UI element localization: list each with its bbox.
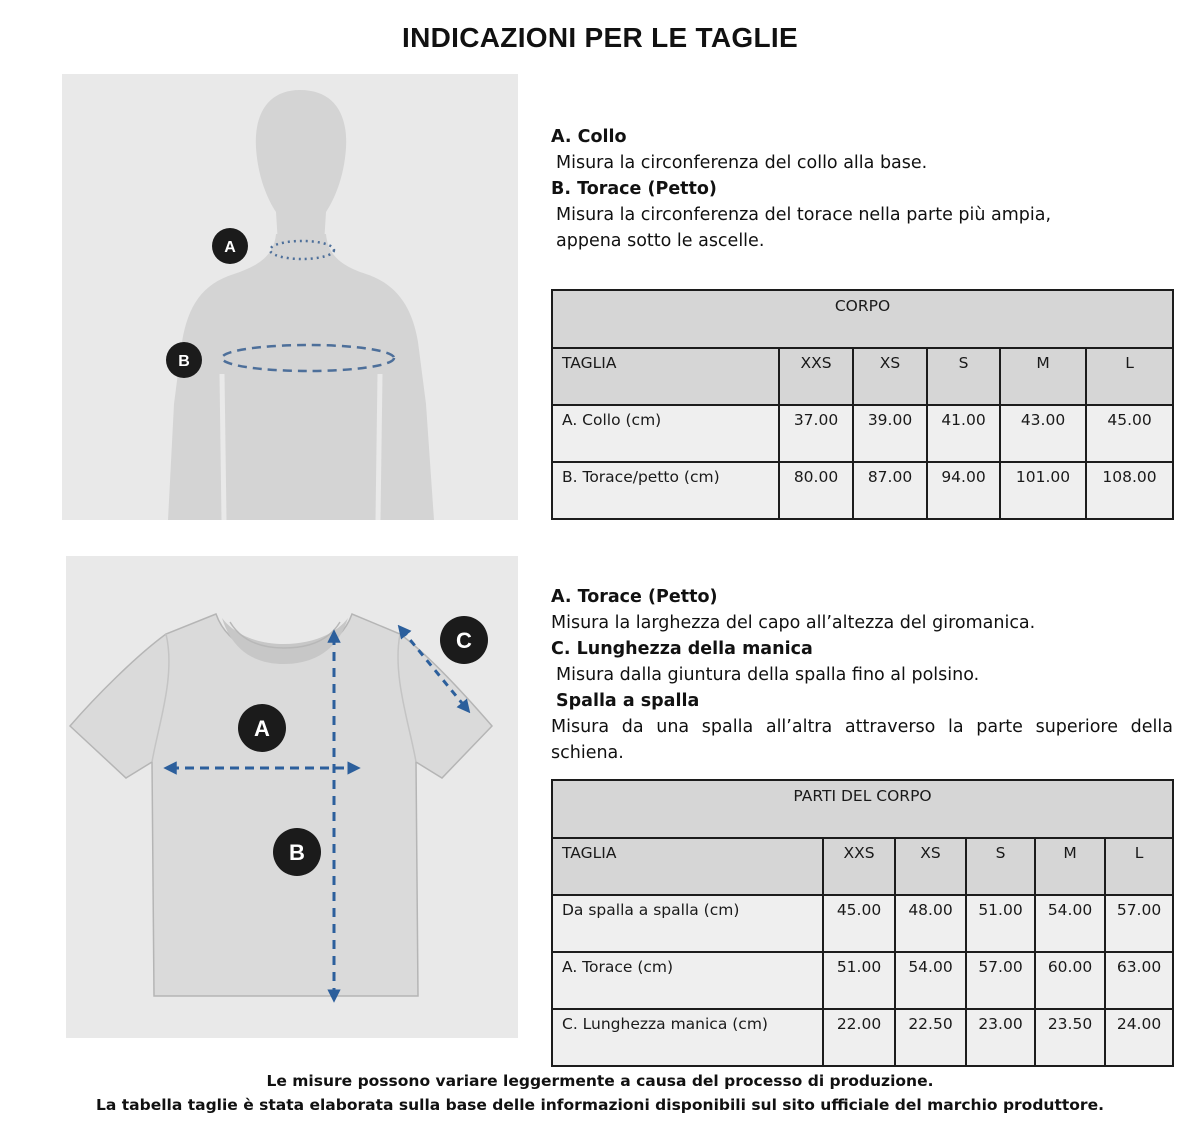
shoulder-text-line2: schiena. [551,743,624,763]
table-header-row [552,348,1173,405]
table-row [552,895,1173,952]
svg-text:B: B [289,840,305,865]
svg-text:B: B [178,353,190,370]
column-header: S [927,348,1000,405]
svg-text:A: A [254,716,270,741]
column-header: XXS [779,348,853,405]
shirt-chest-heading: A. Torace (Petto) [551,587,718,607]
shoulder-heading: Spalla a spalla [556,691,700,711]
page-title: INDICAZIONI PER LE TAGLIE [402,22,798,53]
column-header: L [1105,838,1173,895]
column-header: M [1035,838,1105,895]
column-header: XXS [823,838,895,895]
row-label: A. Collo (cm) [552,405,779,462]
table-cell: 45.00 [1086,405,1173,462]
table-cell: 108.00 [1086,462,1173,519]
table-cell: 43.00 [1000,405,1086,462]
table-cell: 23.50 [1035,1009,1105,1066]
sleeve-heading: C. Lunghezza della manica [551,639,813,659]
table-row [552,462,1173,519]
table-cell: 80.00 [779,462,853,519]
table-caption-row [552,780,1173,838]
table-cell: 60.00 [1035,952,1105,1009]
table-cell: 94.00 [927,462,1000,519]
column-header: M [1000,348,1086,405]
table-cell: 24.00 [1105,1009,1173,1066]
table-cell: 87.00 [853,462,927,519]
table-cell: 37.00 [779,405,853,462]
table-cell: 57.00 [1105,895,1173,952]
table-caption: CORPO [552,290,1173,348]
shirt-chest-text: Misura la larghezza del capo all’altezza del giromanica. [551,613,1036,633]
table-cell: 39.00 [853,405,927,462]
table-cell: 101.00 [1000,462,1086,519]
row-label: C. Lunghezza manica (cm) [552,1009,823,1066]
column-header: TAGLIA [552,348,779,405]
body-measure-description [551,124,1173,254]
chest-text: Misura la circonferenza del torace nella parte più ampia, appena sotto le ascelle. [556,205,1052,251]
table-caption: PARTI DEL CORPO [552,780,1173,838]
column-header: L [1086,348,1173,405]
body-silhouette-illustration [62,74,518,520]
column-header: XS [853,348,927,405]
table-cell: 22.00 [823,1009,895,1066]
column-header: XS [895,838,966,895]
row-label: Da spalla a spalla (cm) [552,895,823,952]
row-label: B. Torace/petto (cm) [552,462,779,519]
table-row [552,1009,1173,1066]
svg-text:A: A [224,239,236,256]
neck-heading: A. Collo [551,127,627,147]
neck-text: Misura la circonferenza del collo alla base. [556,153,928,173]
column-header: S [966,838,1035,895]
sleeve-text: Misura dalla giuntura della spalla fino al polsino. [556,665,980,685]
table-cell: 54.00 [1035,895,1105,952]
svg-text:C: C [456,628,472,653]
garment-size-table [551,779,1174,1067]
table-cell: 51.00 [966,895,1035,952]
table-header-row [552,838,1173,895]
table-row [552,952,1173,1009]
table-cell: 57.00 [966,952,1035,1009]
footer-note-1: Le misure possono variare leggermente a causa del processo di produzione. [266,1072,934,1090]
table-cell: 45.00 [823,895,895,952]
tshirt-illustration [66,556,518,1038]
shirt-measure-description [551,584,1173,766]
table-cell: 22.50 [895,1009,966,1066]
column-header: TAGLIA [552,838,823,895]
shoulder-text-line1: Misura da una spalla all’altra attraverso la parte superiore della [551,717,1173,737]
body-size-table [551,289,1174,520]
chest-heading: B. Torace (Petto) [551,179,717,199]
footer-note-2: La tabella taglie è stata elaborata sulla base delle informazioni disponibili sul sito ufficiale del marchio produttore. [96,1096,1104,1114]
table-row [552,405,1173,462]
table-cell: 41.00 [927,405,1000,462]
table-cell: 48.00 [895,895,966,952]
table-caption-row [552,290,1173,348]
tshirt-figure [66,556,518,1038]
table-cell: 63.00 [1105,952,1173,1009]
table-cell: 54.00 [895,952,966,1009]
table-cell: 23.00 [966,1009,1035,1066]
row-label: A. Torace (cm) [552,952,823,1009]
body-silhouette-figure [62,74,518,520]
table-cell: 51.00 [823,952,895,1009]
